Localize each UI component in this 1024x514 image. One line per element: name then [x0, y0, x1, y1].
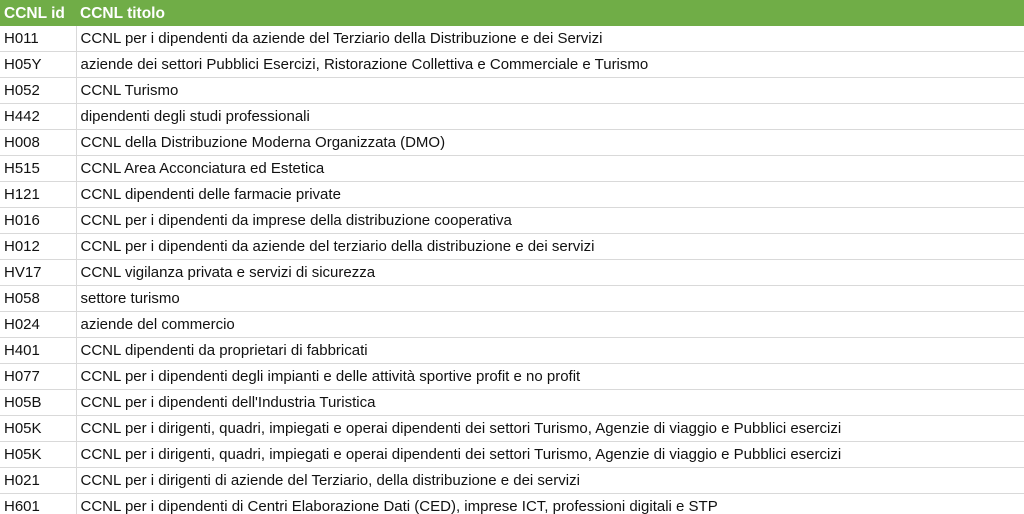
table-row — [0, 52, 1024, 78]
table-row — [0, 338, 1024, 364]
cell-ccnl-id[interactable]: H442 — [0, 104, 76, 130]
header-cell-ccnl-titolo[interactable]: CCNL titolo — [76, 0, 1024, 26]
cell-ccnl-id[interactable]: H121 — [0, 182, 76, 208]
cell-ccnl-titolo[interactable]: CCNL Turismo — [76, 78, 1024, 104]
table-row — [0, 312, 1024, 338]
cell-ccnl-id[interactable]: HV17 — [0, 260, 76, 286]
table-row — [0, 78, 1024, 104]
table-row — [0, 390, 1024, 416]
cell-ccnl-titolo[interactable]: CCNL per i dirigenti, quadri, impiegati e operai dipendenti dei settori Turismo, Agenzie di viaggio e Pubblici esercizi — [76, 442, 1024, 468]
cell-ccnl-titolo[interactable]: dipendenti degli studi professionali — [76, 104, 1024, 130]
header-row — [0, 0, 1024, 26]
table-row — [0, 130, 1024, 156]
cell-ccnl-id[interactable]: H024 — [0, 312, 76, 338]
table-row — [0, 26, 1024, 52]
cell-ccnl-id[interactable]: H008 — [0, 130, 76, 156]
table-body — [0, 26, 1024, 514]
cell-ccnl-id[interactable]: H05B — [0, 390, 76, 416]
cell-ccnl-id[interactable]: H052 — [0, 78, 76, 104]
table-row — [0, 468, 1024, 494]
cell-ccnl-titolo[interactable]: CCNL vigilanza privata e servizi di sicurezza — [76, 260, 1024, 286]
cell-ccnl-titolo[interactable]: CCNL per i dipendenti di Centri Elaborazione Dati (CED), imprese ICT, professioni digitali e STP — [76, 494, 1024, 514]
table-row — [0, 182, 1024, 208]
cell-ccnl-titolo[interactable]: aziende del commercio — [76, 312, 1024, 338]
table-row — [0, 286, 1024, 312]
cell-ccnl-titolo[interactable]: CCNL per i dipendenti da aziende del Terziario della Distribuzione e dei Servizi — [76, 26, 1024, 52]
cell-ccnl-titolo[interactable]: CCNL per i dipendenti da imprese della distribuzione cooperativa — [76, 208, 1024, 234]
cell-ccnl-titolo[interactable]: CCNL per i dipendenti da aziende del terziario della distribuzione e dei servizi — [76, 234, 1024, 260]
cell-ccnl-titolo[interactable]: CCNL della Distribuzione Moderna Organizzata (DMO) — [76, 130, 1024, 156]
table-row — [0, 156, 1024, 182]
table-row — [0, 208, 1024, 234]
cell-ccnl-id[interactable]: H077 — [0, 364, 76, 390]
cell-ccnl-titolo[interactable]: CCNL per i dirigenti, quadri, impiegati e operai dipendenti dei settori Turismo, Agenzie di viaggio e Pubblici esercizi — [76, 416, 1024, 442]
cell-ccnl-id[interactable]: H021 — [0, 468, 76, 494]
cell-ccnl-titolo[interactable]: CCNL dipendenti da proprietari di fabbricati — [76, 338, 1024, 364]
table-row — [0, 260, 1024, 286]
cell-ccnl-id[interactable]: H05K — [0, 442, 76, 468]
cell-ccnl-titolo[interactable]: CCNL per i dipendenti degli impianti e delle attività sportive profit e no profit — [76, 364, 1024, 390]
cell-ccnl-id[interactable]: H05K — [0, 416, 76, 442]
table-row — [0, 442, 1024, 468]
cell-ccnl-titolo[interactable]: CCNL per i dipendenti dell'Industria Turistica — [76, 390, 1024, 416]
cell-ccnl-id[interactable]: H515 — [0, 156, 76, 182]
cell-ccnl-titolo[interactable]: CCNL Area Acconciatura ed Estetica — [76, 156, 1024, 182]
table-row — [0, 364, 1024, 390]
cell-ccnl-id[interactable]: H016 — [0, 208, 76, 234]
table-row — [0, 416, 1024, 442]
cell-ccnl-id[interactable]: H05Y — [0, 52, 76, 78]
cell-ccnl-titolo[interactable]: CCNL per i dirigenti di aziende del Terziario, della distribuzione e dei servizi — [76, 468, 1024, 494]
cell-ccnl-titolo[interactable]: aziende dei settori Pubblici Esercizi, Ristorazione Collettiva e Commerciale e Turismo — [76, 52, 1024, 78]
cell-ccnl-id[interactable]: H012 — [0, 234, 76, 260]
cell-ccnl-id[interactable]: H058 — [0, 286, 76, 312]
table-row — [0, 104, 1024, 130]
table-row — [0, 234, 1024, 260]
cell-ccnl-id[interactable]: H401 — [0, 338, 76, 364]
header-cell-ccnl-id[interactable]: CCNL id — [0, 0, 76, 26]
cell-ccnl-titolo[interactable]: CCNL dipendenti delle farmacie private — [76, 182, 1024, 208]
cell-ccnl-titolo[interactable]: settore turismo — [76, 286, 1024, 312]
table-row — [0, 494, 1024, 514]
cell-ccnl-id[interactable]: H011 — [0, 26, 76, 52]
cell-ccnl-id[interactable]: H601 — [0, 494, 76, 514]
table-header — [0, 0, 1024, 26]
